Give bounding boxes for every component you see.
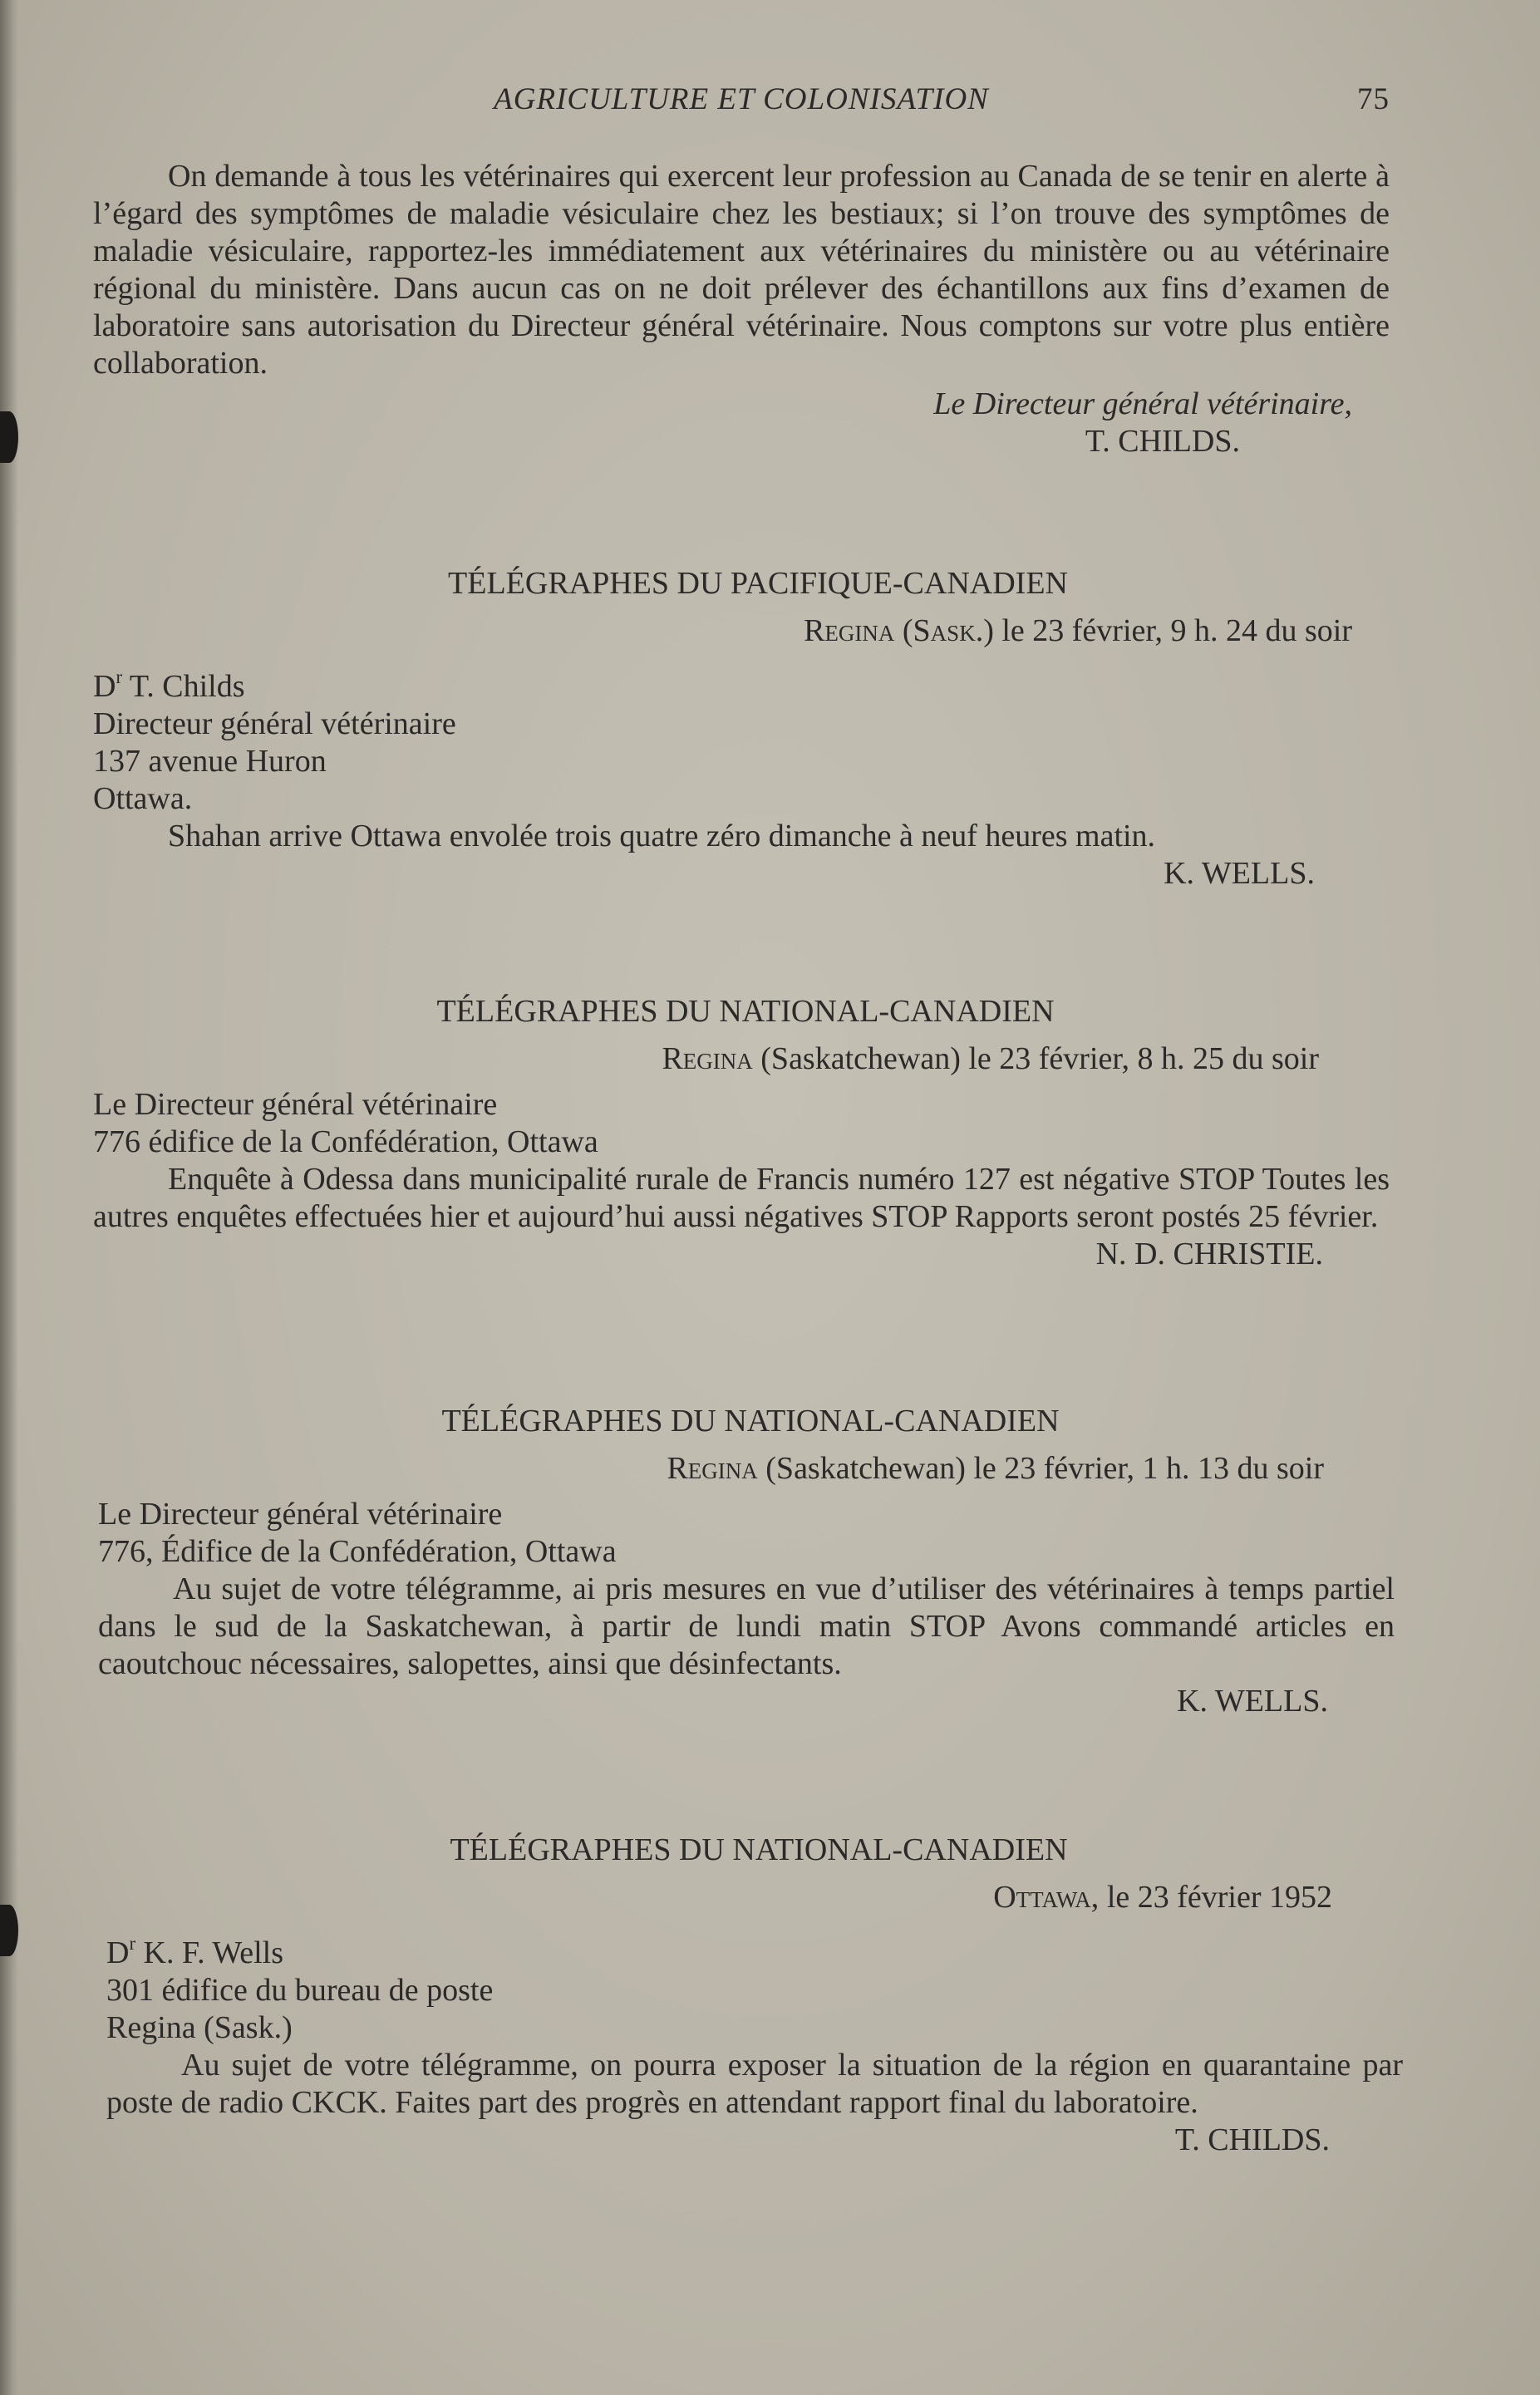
- address-line: Le Directeur général vétérinaire: [93, 1087, 498, 1122]
- telegram-body: Au sujet de votre télégramme, on pourra exposer la situation de la région en quarantaine par poste de radio CKCK. Faites part des progrès en attendant rapport final du laboratoire.: [106, 2047, 1403, 2120]
- address-name: T. Childs: [129, 668, 245, 704]
- telegram-origin: [98, 1450, 1395, 1488]
- telegram-heading: TÉLÉGRAPHES DU PACIFIQUE-CANADIEN: [448, 566, 1068, 601]
- address-line: 137 avenue Huron: [93, 743, 327, 779]
- intro-section: [93, 158, 1390, 460]
- page-number: 75: [1357, 82, 1390, 116]
- signature-name: T. CHILDS.: [1085, 424, 1240, 459]
- telegram-place: Ottawa,: [993, 1880, 1100, 1915]
- punch-hole: [0, 411, 18, 463]
- telegram-body: Shahan arrive Ottawa envolée trois quatre zéro dimanche à neuf heures matin.: [168, 818, 1156, 853]
- address-line: Regina (Sask.): [106, 2009, 293, 2045]
- telegram-date: le 23 février, 9 h. 24 du soir: [1001, 613, 1352, 648]
- address-title-sup: r: [116, 666, 123, 687]
- telegram-2: [93, 993, 1390, 1273]
- telegram-body: Enquête à Odessa dans municipalité rurale de Francis numéro 127 est négative STOP Toutes les autres enquêtes effectuées hier et aujourd’hui aussi négatives STOP Rapports seront postés 25 février.: [93, 1162, 1390, 1234]
- address-name: K. F. Wells: [143, 1935, 283, 1970]
- telegram-signature: N. D. CHRISTIE.: [1095, 1237, 1323, 1271]
- telegram-place: Regina: [662, 1041, 753, 1076]
- address-title: D: [106, 1935, 130, 1970]
- address-line: Le Directeur général vétérinaire: [98, 1497, 503, 1532]
- telegram-date: le 23 février 1952: [1106, 1880, 1332, 1915]
- telegram-signature: K. WELLS.: [1164, 855, 1315, 891]
- address-title-sup: r: [129, 1933, 136, 1954]
- telegram-body: Au sujet de votre télégramme, ai pris mesures en vue d’utiliser des vétérinaires à temps partiel dans le sud de la Saskatchewan, à partir de lundi matin STOP Avons commandé articles en caoutchouc nécessaires, salopettes, ainsi que désinfectants.: [98, 1571, 1395, 1681]
- address-line: Directeur général vétérinaire: [93, 706, 456, 741]
- telegram-heading: TÉLÉGRAPHES DU NATIONAL-CANADIEN: [441, 1404, 1060, 1438]
- telegram-4: [106, 1832, 1403, 2159]
- address-line: 776, Édifice de la Confédération, Ottawa: [98, 1534, 617, 1569]
- address-line: 776 édifice de la Confédération, Ottawa: [93, 1124, 598, 1159]
- telegram-signature: T. CHILDS.: [1174, 2122, 1330, 2157]
- telegram-1: [93, 565, 1390, 893]
- signature-title: Le Directeur général vétérinaire,: [933, 386, 1352, 421]
- address-line: Ottawa.: [93, 780, 193, 816]
- telegram-signature: K. WELLS.: [1177, 1684, 1328, 1719]
- telegram-date: (Saskatchewan) le 23 février, 1 h. 13 du soir: [765, 1451, 1324, 1486]
- address-line: 301 édifice du bureau de poste: [106, 1972, 494, 2008]
- telegram-origin: [93, 1040, 1390, 1078]
- telegram-3: [98, 1403, 1395, 1720]
- telegram-date: (Saskatchewan) le 23 février, 8 h. 25 du soir: [760, 1041, 1319, 1076]
- address-name-line: [93, 658, 1390, 706]
- running-title: AGRICULTURE ET COLONISATION: [494, 82, 989, 116]
- telegram-heading: TÉLÉGRAPHES DU NATIONAL-CANADIEN: [436, 994, 1055, 1029]
- intro-paragraph: On demande à tous les vétérinaires qui exercent leur profession au Canada de se tenir en alerte à l’égard des symptômes de maladie vésiculaire chez les bestiaux; si l’on trouve des symptômes de maladie vésiculaire, rapportez-les immédiatement aux vétérinaires du ministère ou au vétérinaire régional du ministère. Dans aucun cas on ne doit prélever des échantillons aux fins d’examen de laboratoire sans autorisation du Directeur général vétérinaire. Nous comptons sur votre plus entière collaboration.: [93, 159, 1390, 381]
- page-binding-edge: [0, 0, 18, 2395]
- telegram-origin: [106, 1879, 1403, 1916]
- telegram-place: Regina (Sask.): [804, 613, 994, 648]
- telegram-place: Regina: [667, 1451, 758, 1486]
- punch-hole: [0, 1905, 18, 1956]
- address-name-line: [106, 1925, 1403, 1972]
- address-title: D: [93, 668, 116, 704]
- page-header: [93, 81, 1390, 123]
- telegram-origin: [93, 612, 1390, 650]
- telegram-heading: TÉLÉGRAPHES DU NATIONAL-CANADIEN: [450, 1832, 1068, 1867]
